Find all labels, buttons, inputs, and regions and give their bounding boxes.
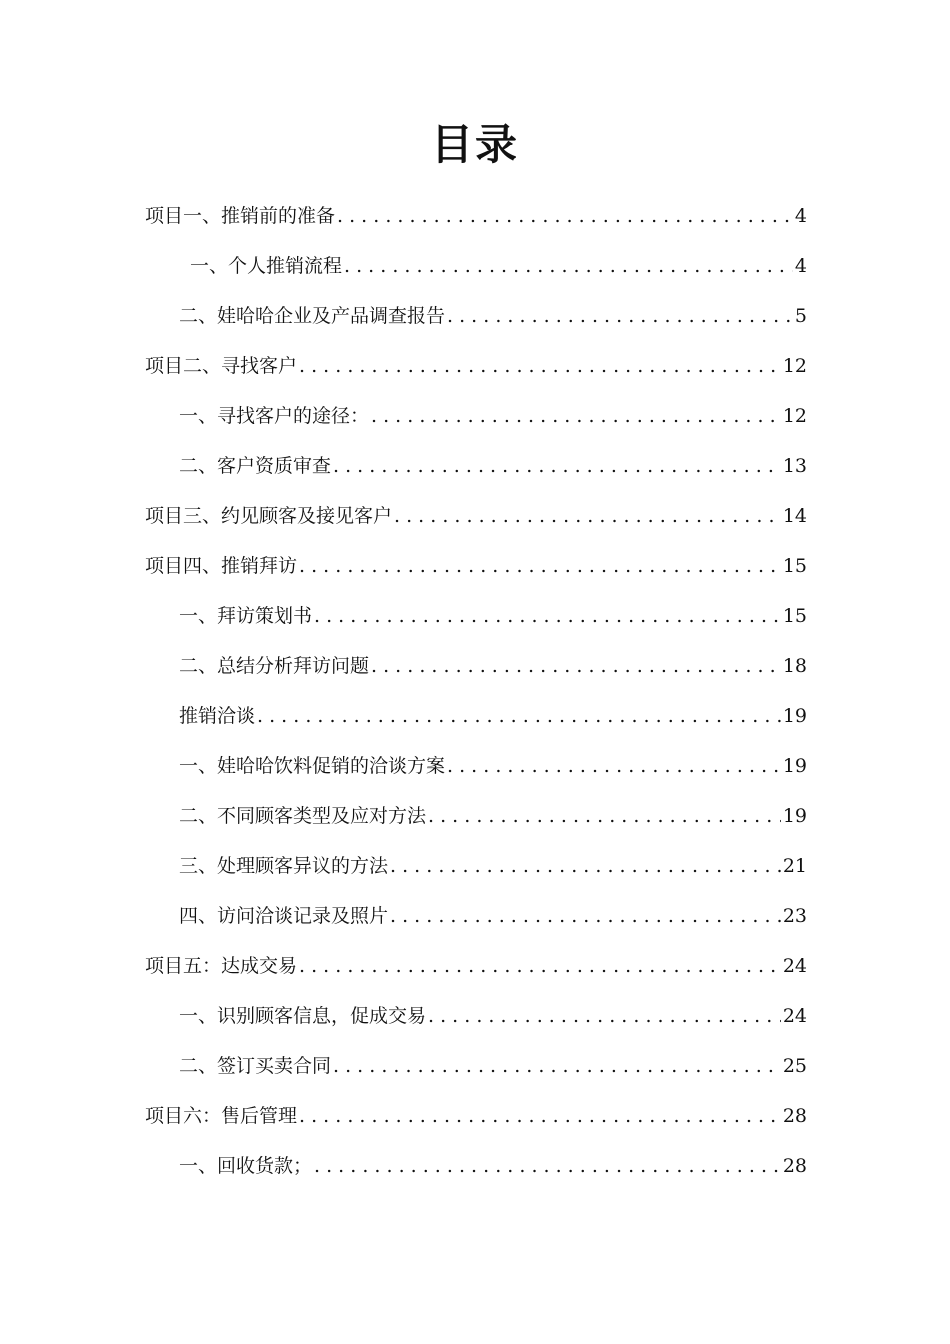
toc-entry-label: 二、娃哈哈企业及产品调查报告 (179, 305, 446, 327)
toc-entry-label: 二、不同顾客类型及应对方法 (179, 805, 427, 827)
toc-leader (257, 696, 781, 736)
toc-leader (344, 246, 793, 286)
toc-leader (447, 746, 781, 786)
toc-entry-label: 项目三、约见顾客及接见客户 (145, 505, 393, 527)
toc-entry[interactable] (179, 1146, 807, 1186)
toc-leader (299, 546, 781, 586)
toc-entry[interactable] (179, 896, 807, 936)
toc-entry-page: 4 (794, 205, 807, 227)
toc-entry[interactable] (179, 796, 807, 836)
toc-leader (447, 296, 793, 336)
toc-entry-label: 一、识别顾客信息，促成交易 (179, 1005, 427, 1027)
toc-entry[interactable] (179, 996, 807, 1036)
toc-leader (428, 996, 781, 1036)
toc-entry-page: 14 (782, 505, 807, 527)
toc-entry[interactable] (179, 746, 807, 786)
toc-entry-label: 四、访问洽谈记录及照片 (179, 905, 389, 927)
toc-entry[interactable] (145, 946, 807, 986)
toc-leader (390, 896, 781, 936)
toc-entry[interactable] (179, 646, 807, 686)
toc-entry-page: 13 (782, 455, 807, 477)
toc-entry[interactable] (179, 296, 807, 336)
toc-entry-label: 一、寻找客户的途径： (179, 405, 370, 427)
toc-entry[interactable] (179, 846, 807, 886)
toc-entry-label: 项目五：达成交易 (145, 955, 298, 977)
toc-entry-label: 一、娃哈哈饮料促销的洽谈方案 (179, 755, 446, 777)
toc-entry-page: 15 (782, 605, 807, 627)
toc-leader (299, 946, 781, 986)
toc-entry-label: 一、个人推销流程 (190, 255, 343, 277)
toc-entry-page: 21 (782, 855, 807, 877)
toc-entry-page: 12 (782, 355, 807, 377)
toc-entry-page: 24 (782, 955, 807, 977)
toc-entry-label: 三、处理顾客异议的方法 (179, 855, 389, 877)
toc-entry[interactable] (179, 1046, 807, 1086)
toc-entry-label: 项目六：售后管理 (145, 1105, 298, 1127)
toc-entry[interactable] (145, 546, 807, 586)
toc-entry-page: 19 (782, 705, 807, 727)
toc-entry-page: 12 (782, 405, 807, 427)
toc-leader (371, 396, 781, 436)
toc-entry-page: 23 (782, 905, 807, 927)
toc-entry-page: 18 (782, 655, 807, 677)
toc-entry[interactable] (145, 1096, 807, 1136)
toc-leader (371, 646, 781, 686)
toc-entry-page: 5 (794, 305, 807, 327)
toc-entry-label: 二、客户资质审查 (179, 455, 332, 477)
toc-entry-page: 28 (782, 1105, 807, 1127)
toc-entry-label: 推销洽谈 (179, 705, 256, 727)
page-title: 目录 (430, 120, 519, 169)
toc-entry[interactable] (145, 496, 807, 536)
toc-entry-page: 24 (782, 1005, 807, 1027)
toc-entry-page: 4 (794, 255, 807, 277)
toc-leader (314, 596, 781, 636)
toc-entry-page: 19 (782, 805, 807, 827)
toc-leader (337, 196, 793, 236)
toc-entry-label: 二、签订买卖合同 (179, 1055, 332, 1077)
toc-entry[interactable] (145, 196, 807, 236)
toc-entry-page: 25 (782, 1055, 807, 1077)
toc-entry-page: 19 (782, 755, 807, 777)
toc-entry[interactable] (145, 346, 807, 386)
toc-entry-label: 项目一、推销前的准备 (145, 205, 336, 227)
toc-leader (333, 1046, 781, 1086)
toc-leader (390, 846, 781, 886)
toc-entry-label: 一、拜访策划书 (179, 605, 313, 627)
toc-entry[interactable] (179, 596, 807, 636)
toc-entry-label: 项目四、推销拜访 (145, 555, 298, 577)
toc-entry-label: 二、总结分析拜访问题 (179, 655, 370, 677)
toc-leader (333, 446, 781, 486)
toc-leader (299, 346, 781, 386)
toc-entry-page: 15 (782, 555, 807, 577)
toc-entry[interactable] (179, 696, 807, 736)
toc-leader (394, 496, 781, 536)
toc-entry[interactable] (190, 246, 807, 286)
toc-entry-label: 项目二、寻找客户 (145, 355, 298, 377)
toc-entry-label: 一、回收货款； (179, 1155, 313, 1177)
toc-entry[interactable] (179, 396, 807, 436)
toc-entry[interactable] (179, 446, 807, 486)
toc-leader (314, 1146, 781, 1186)
toc-entry-page: 28 (782, 1155, 807, 1177)
toc-leader (299, 1096, 781, 1136)
toc-leader (428, 796, 781, 836)
